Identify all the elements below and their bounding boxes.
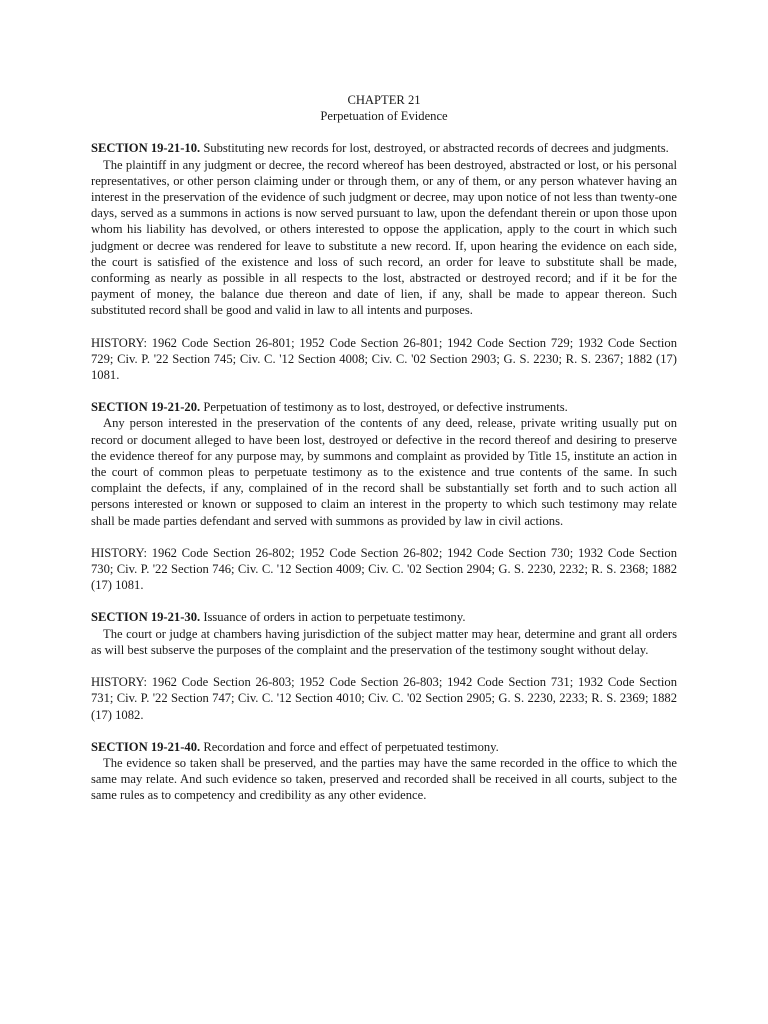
section-body: The evidence so taken shall be preserved, and the parties may have the same recorded in the office to which the same may relate. And such evidence so taken, preserved and recorded shall be received in all courts, subject to the same rules as to competency and credibility as any other evidence. <box>91 755 677 803</box>
section-history: HISTORY: 1962 Code Section 26-801; 1952 Code Section 26-801; 1942 Code Section 729; 1932 Code Section 729; Civ. P. '22 Section 745; Civ. C. '12 Section 4008; Civ. C. '02 Section 2903; G. S. 2230; R. S. 2367; 1882 (17) 1081. <box>91 335 677 383</box>
section-history: HISTORY: 1962 Code Section 26-803; 1952 Code Section 26-803; 1942 Code Section 731; 1932 Code Section 731; Civ. P. '22 Section 747; Civ. C. '12 Section 4010; Civ. C. '02 Section 2905; G. S. 2230, 2233; R. S. 2369; 1882 (17) 1082. <box>91 675 677 722</box>
chapter-header <box>91 92 677 124</box>
section-19-21-10 <box>91 140 677 383</box>
section-heading <box>91 609 677 625</box>
section-title: Perpetuation of testimony as to lost, destroyed, or defective instruments. <box>203 400 568 415</box>
section-number: SECTION 19-21-40. <box>91 739 201 754</box>
section-heading <box>91 140 677 156</box>
section-heading <box>91 399 677 415</box>
section-19-21-30 <box>91 609 677 722</box>
section-body: Any person interested in the preservation of the contents of any deed, release, private writing usually put on record or document alleged to have been lost, destroyed or defective in the record thereof and desiring to preserve the evidence thereof for any purpose may, by summons and complaint as provided by Title 15, institute an action in the court of common pleas to perpetuate testimony as to the existence and true contents of the same. In such complaint the defects, if any, complained of in the record shall be substantially set forth and to such action all persons interested or known or supposed to claim an interest in the property to which such testimony may relate shall be made parties defendant and served with summons as provided by law in civil actions. <box>91 416 677 528</box>
section-heading <box>91 739 677 755</box>
section-number: SECTION 19-21-10. <box>91 141 201 156</box>
document-page <box>91 92 677 804</box>
section-19-21-40 <box>91 739 677 804</box>
section-number: SECTION 19-21-20. <box>91 400 201 415</box>
section-title: Recordation and force and effect of perpetuated testimony. <box>203 739 499 754</box>
section-title: Issuance of orders in action to perpetuate testimony. <box>203 610 466 625</box>
section-history: HISTORY: 1962 Code Section 26-802; 1952 Code Section 26-802; 1942 Code Section 730; 1932 Code Section 730; Civ. P. '22 Section 746; Civ. C. '12 Section 4009; Civ. C. '02 Section 2904; G. S. 2230, 2232; R. S. 2368; 1882 (17) 1081. <box>91 545 677 593</box>
chapter-title: CHAPTER 21 <box>347 93 421 107</box>
section-number: SECTION 19-21-30. <box>91 610 201 625</box>
section-body: The court or judge at chambers having jurisdiction of the subject matter may hear, determine and grant all orders as will best subserve the purposes of the complaint and the preservation of the testimony sought without delay. <box>91 626 677 657</box>
section-19-21-20 <box>91 399 677 593</box>
chapter-subtitle: Perpetuation of Evidence <box>320 109 448 124</box>
section-title: Substituting new records for lost, destroyed, or abstracted records of decrees and judgments. <box>203 141 669 156</box>
section-body: The plaintiff in any judgment or decree, the record whereof has been destroyed, abstracted or lost, or his personal representatives, or other person claiming under or through them, or any of them, or any person whatever having an interest in the preservation of the evidence of such judgment or decree, may upon notice of not less than twenty-one days, served as a summons in actions is now served pursuant to law, upon the defendant therein or upon those upon whom his liability has devolved, or others interested to oppose the application, apply to the court in which such judgment or decree was rendered for leave to substitute a new record. If, upon hearing the evidence on each side, the court is satisfied of the existence and loss of such record, an order for leave to substitute shall be made, conforming as nearly as possible in all respects to the lost, abstracted or destroyed record; and if it be for the payment of money, the balance due thereon and date of lien, if any, shall be made to appear thereon. Such substituted record shall be good and valid in law to all intents and purposes. <box>91 157 677 318</box>
